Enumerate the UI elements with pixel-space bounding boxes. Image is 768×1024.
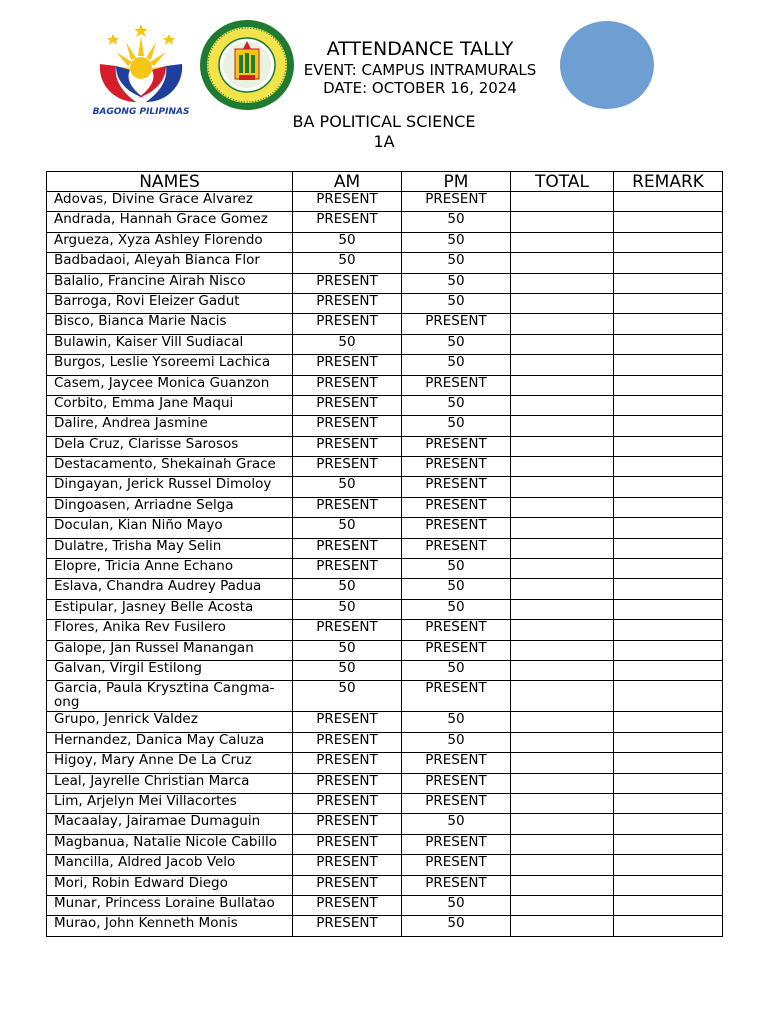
name-cell: Burgos, Leslie Ysoreemi Lachica [47,355,293,375]
total-cell [511,559,614,579]
column-header-am: AM [293,172,402,192]
pm-cell: 50 [402,355,511,375]
name-cell: Dela Cruz, Clarisse Sarosos [47,436,293,456]
am-cell: PRESENT [293,416,402,436]
total-cell [511,712,614,732]
table-row [47,273,723,293]
remark-cell [614,773,723,793]
pm-cell: PRESENT [402,855,511,875]
am-cell: 50 [293,599,402,619]
am-cell: 50 [293,477,402,497]
pm-cell: PRESENT [402,681,511,712]
table-row [47,538,723,558]
pm-cell: PRESENT [402,375,511,395]
am-cell: PRESENT [293,875,402,895]
table-row [47,875,723,895]
name-cell: Adovas, Divine Grace Alvarez [47,192,293,212]
am-cell: PRESENT [293,895,402,915]
remark-cell [614,355,723,375]
pm-cell: PRESENT [402,793,511,813]
am-cell: PRESENT [293,273,402,293]
remark-cell [614,375,723,395]
am-cell: PRESENT [293,457,402,477]
remark-cell [614,416,723,436]
section-label: 1A [373,132,395,151]
name-cell: Estipular, Jasney Belle Acosta [47,599,293,619]
name-cell: Macaalay, Jairamae Dumaguin [47,814,293,834]
total-cell [511,375,614,395]
name-cell: Galvan, Virgil Estilong [47,660,293,680]
total-cell [511,416,614,436]
pm-cell: 50 [402,916,511,936]
pm-cell: PRESENT [402,518,511,538]
table-row [47,375,723,395]
total-cell [511,497,614,517]
remark-cell [614,855,723,875]
column-header-total: TOTAL [511,172,614,192]
remark-cell [614,334,723,354]
name-cell: Badbadaoi, Aleyah Bianca Flor [47,253,293,273]
am-cell: 50 [293,681,402,712]
remark-cell [614,559,723,579]
table-row [47,620,723,640]
pm-cell: PRESENT [402,773,511,793]
remark-cell [614,232,723,252]
remark-cell [614,681,723,712]
pm-cell: PRESENT [402,538,511,558]
total-cell [511,436,614,456]
table-row [47,253,723,273]
pm-cell: 50 [402,660,511,680]
name-cell: Murao, John Kenneth Monis [47,916,293,936]
am-cell: PRESENT [293,732,402,752]
name-cell: Doculan, Kian Niño Mayo [47,518,293,538]
total-cell [511,875,614,895]
pm-cell: 50 [402,232,511,252]
name-cell: Argueza, Xyza Ashley Florendo [47,232,293,252]
table-row [47,712,723,732]
pm-cell: 50 [402,895,511,915]
name-cell: Casem, Jaycee Monica Guanzon [47,375,293,395]
am-cell: PRESENT [293,355,402,375]
name-cell: Elopre, Tricia Anne Echano [47,559,293,579]
remark-cell [614,314,723,334]
am-cell: 50 [293,232,402,252]
table-row [47,395,723,415]
attendance-table [46,171,723,937]
remark-cell [614,253,723,273]
table-row [47,212,723,232]
total-cell [511,253,614,273]
remark-cell [614,518,723,538]
name-cell: Balalio, Francine Airah Nisco [47,273,293,293]
total-cell [511,732,614,752]
name-cell: Dingayan, Jerick Russel Dimoloy [47,477,293,497]
total-cell [511,395,614,415]
total-cell [511,192,614,212]
am-cell: PRESENT [293,793,402,813]
am-cell: PRESENT [293,212,402,232]
total-cell [511,620,614,640]
pm-cell: PRESENT [402,875,511,895]
table-row [47,314,723,334]
pm-cell: 50 [402,334,511,354]
pm-cell: PRESENT [402,477,511,497]
column-header-pm: PM [402,172,511,192]
am-cell: 50 [293,660,402,680]
pm-cell: PRESENT [402,457,511,477]
remark-cell [614,834,723,854]
name-cell: Garcia, Paula Krysztina Cangma-ong [47,681,293,712]
pm-cell: PRESENT [402,436,511,456]
total-cell [511,753,614,773]
remark-cell [614,875,723,895]
total-cell [511,773,614,793]
am-cell: PRESENT [293,192,402,212]
am-cell: PRESENT [293,916,402,936]
am-cell: 50 [293,253,402,273]
name-cell: Corbito, Emma Jane Maqui [47,395,293,415]
remark-cell [614,620,723,640]
pm-cell: 50 [402,293,511,313]
am-cell: PRESENT [293,834,402,854]
name-cell: Munar, Princess Loraine Bullatao [47,895,293,915]
remark-cell [614,793,723,813]
pm-cell: 50 [402,273,511,293]
name-cell: Flores, Anika Rev Fusilero [47,620,293,640]
am-cell: 50 [293,518,402,538]
am-cell: 50 [293,334,402,354]
bagong-pilipinas-logo [86,22,196,118]
total-cell [511,334,614,354]
pm-cell: 50 [402,416,511,436]
am-cell: PRESENT [293,497,402,517]
am-cell: PRESENT [293,620,402,640]
remark-cell [614,395,723,415]
name-cell: Grupo, Jenrick Valdez [47,712,293,732]
remark-cell [614,538,723,558]
table-row [47,916,723,936]
name-cell: Galope, Jan Russel Manangan [47,640,293,660]
am-cell: 50 [293,579,402,599]
table-row [47,793,723,813]
total-cell [511,457,614,477]
remark-cell [614,436,723,456]
total-cell [511,314,614,334]
remark-cell [614,732,723,752]
remark-cell [614,660,723,680]
pm-cell: 50 [402,559,511,579]
name-cell: Magbanua, Natalie Nicole Cabillo [47,834,293,854]
name-cell: Andrada, Hannah Grace Gomez [47,212,293,232]
am-cell: PRESENT [293,559,402,579]
name-cell: Leal, Jayrelle Christian Marca [47,773,293,793]
total-cell [511,477,614,497]
total-cell [511,579,614,599]
table-row [47,416,723,436]
pm-cell: 50 [402,732,511,752]
name-cell: Bulawin, Kaiser Vill Sudiacal [47,334,293,354]
total-cell [511,834,614,854]
total-cell [511,232,614,252]
pm-cell: PRESENT [402,834,511,854]
name-cell: Hernandez, Danica May Caluza [47,732,293,752]
table-row [47,497,723,517]
remark-cell [614,192,723,212]
am-cell: PRESENT [293,712,402,732]
remark-cell [614,753,723,773]
remark-cell [614,457,723,477]
name-cell: Barroga, Rovi Eleizer Gadut [47,293,293,313]
remark-cell [614,640,723,660]
remark-cell [614,293,723,313]
total-cell [511,212,614,232]
table-row [47,773,723,793]
pm-cell: 50 [402,212,511,232]
table-row [47,436,723,456]
event-label: EVENT: CAMPUS INTRAMURALS [303,61,537,79]
remark-cell [614,916,723,936]
name-cell: Higoy, Mary Anne De La Cruz [47,753,293,773]
pm-cell: PRESENT [402,192,511,212]
total-cell [511,855,614,875]
table-row [47,477,723,497]
name-cell: Dingoasen, Arriadne Selga [47,497,293,517]
remark-cell [614,477,723,497]
table-header-row [47,172,723,192]
am-cell: PRESENT [293,314,402,334]
pm-cell: PRESENT [402,314,511,334]
table-row [47,293,723,313]
column-header-remark: REMARK [614,172,723,192]
table-row [47,599,723,619]
name-cell: Eslava, Chandra Audrey Padua [47,579,293,599]
table-row [47,355,723,375]
am-cell: PRESENT [293,773,402,793]
name-cell: Mori, Robin Edward Diego [47,875,293,895]
table-row [47,814,723,834]
pm-cell: 50 [402,712,511,732]
page-title: ATTENDANCE TALLY [326,38,514,60]
pm-cell: 50 [402,395,511,415]
remark-cell [614,712,723,732]
total-cell [511,681,614,712]
am-cell: PRESENT [293,375,402,395]
am-cell: 50 [293,640,402,660]
name-cell: Dulatre, Trisha May Selin [47,538,293,558]
total-cell [511,355,614,375]
total-cell [511,660,614,680]
column-header-names: NAMES [47,172,293,192]
am-cell: PRESENT [293,855,402,875]
remark-cell [614,814,723,834]
total-cell [511,814,614,834]
am-cell: PRESENT [293,436,402,456]
pm-cell: PRESENT [402,753,511,773]
pm-cell: 50 [402,579,511,599]
date-label: DATE: OCTOBER 16, 2024 [323,79,517,97]
table-row [47,681,723,712]
pm-cell: 50 [402,253,511,273]
remark-cell [614,579,723,599]
remark-cell [614,599,723,619]
pm-cell: PRESENT [402,620,511,640]
table-row [47,579,723,599]
name-cell: Mancilla, Aldred Jacob Velo [47,855,293,875]
table-row [47,559,723,579]
total-cell [511,895,614,915]
name-cell: Destacamento, Shekainah Grace [47,457,293,477]
pm-cell: 50 [402,599,511,619]
total-cell [511,793,614,813]
total-cell [511,293,614,313]
name-cell: Dalire, Andrea Jasmine [47,416,293,436]
name-cell: Lim, Arjelyn Mei Villacortes [47,793,293,813]
total-cell [511,538,614,558]
pm-cell: PRESENT [402,497,511,517]
remark-cell [614,212,723,232]
am-cell: PRESENT [293,395,402,415]
pm-cell: PRESENT [402,640,511,660]
remark-cell [614,273,723,293]
total-cell [511,640,614,660]
table-row [47,753,723,773]
logo-caption: BAGONG PILIPINAS [92,107,190,117]
table-row [47,334,723,354]
total-cell [511,599,614,619]
remark-cell [614,895,723,915]
total-cell [511,916,614,936]
table-row [47,457,723,477]
am-cell: PRESENT [293,293,402,313]
pm-cell: 50 [402,814,511,834]
am-cell: PRESENT [293,753,402,773]
total-cell [511,518,614,538]
table-row [47,895,723,915]
table-row [47,518,723,538]
table-row [47,232,723,252]
table-row [47,640,723,660]
table-row [47,732,723,752]
table-row [47,855,723,875]
remark-cell [614,497,723,517]
table-row [47,660,723,680]
table-row [47,192,723,212]
am-cell: PRESENT [293,538,402,558]
total-cell [511,273,614,293]
course-label: BA POLITICAL SCIENCE [292,112,476,131]
am-cell: PRESENT [293,814,402,834]
table-row [47,834,723,854]
name-cell: Bisco, Bianca Marie Nacis [47,314,293,334]
